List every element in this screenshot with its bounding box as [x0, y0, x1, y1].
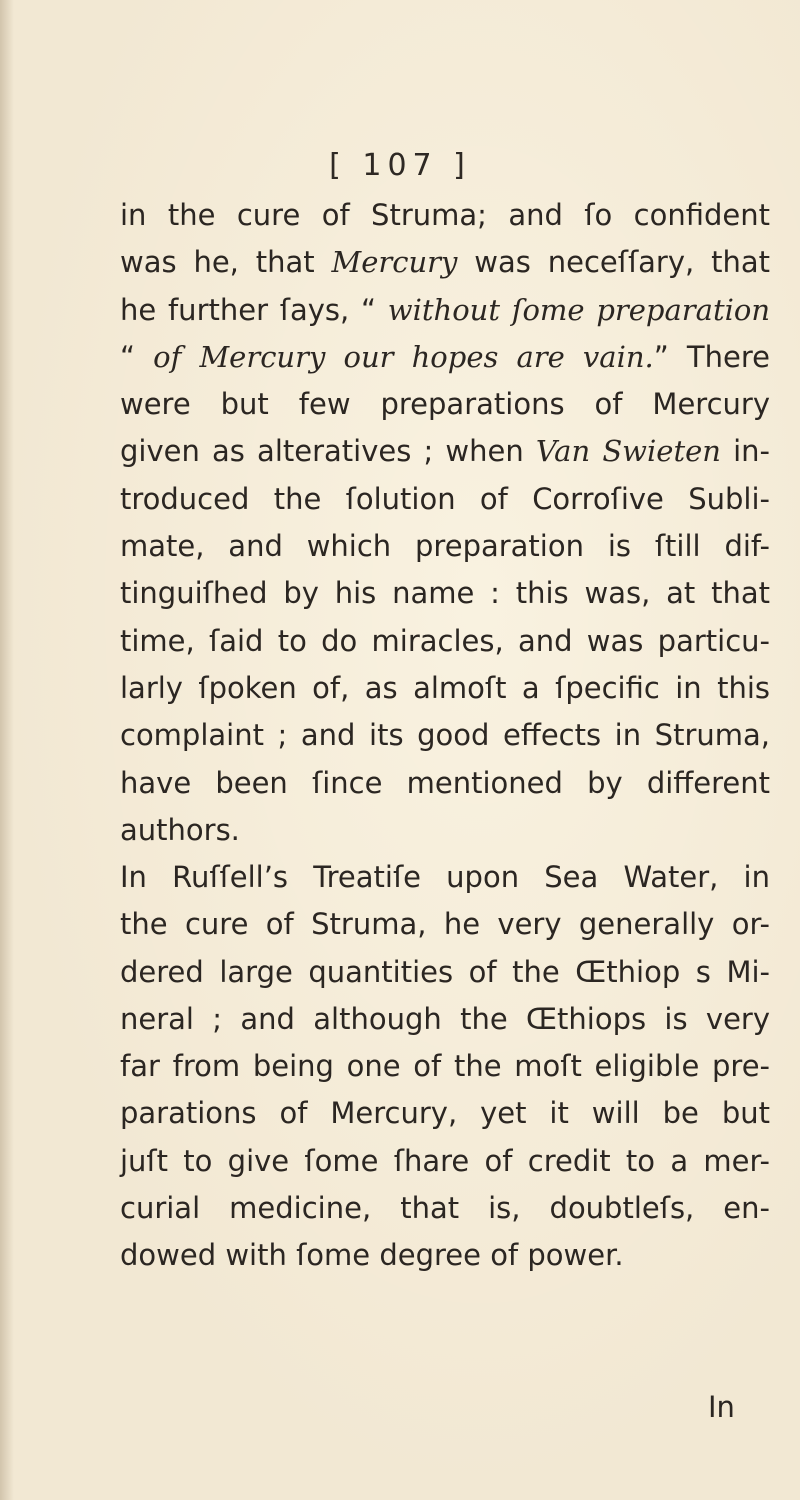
text-line	[120, 1043, 770, 1090]
italic-text: Van Swieten	[535, 434, 721, 469]
text-line	[120, 712, 770, 759]
text-run: mate, and which preparation is ſtill dif-	[120, 529, 770, 564]
text-line	[120, 476, 770, 523]
text-run: parations of Mercury, yet it will be but	[120, 1096, 770, 1131]
text-run: larly ſpoken of, as almoſt a ſpecific in this	[120, 670, 770, 705]
text-run: troduced the ſolution of Corroſive Subli-	[120, 481, 770, 516]
text-run: dered large quantities of the Œthiop s Mi-	[120, 954, 770, 989]
text-run: authors.	[120, 812, 240, 847]
text-line	[120, 760, 770, 807]
text-line	[120, 854, 770, 901]
text-run: were but few preparations of Mercury	[120, 387, 770, 422]
text-run: time, ſaid to do miracles, and was particu-	[120, 623, 770, 658]
text-run: far from being one of the moſt eligible pre-	[120, 1049, 770, 1084]
text-line	[120, 523, 770, 570]
text-line	[120, 1138, 770, 1185]
text-line	[120, 287, 770, 334]
text-run: dowed with ſome degree of power.	[120, 1238, 624, 1273]
page-number-header: [ 107 ]	[329, 148, 471, 183]
text-run: the cure of Struma, he very generally or-	[120, 907, 770, 942]
text-run: he further ſays, “	[120, 292, 388, 327]
text-line	[120, 807, 770, 854]
text-line	[120, 1090, 770, 1137]
text-line	[120, 239, 770, 286]
text-run: complaint ; and its good effects in Struma,	[120, 718, 770, 753]
text-line	[120, 665, 770, 712]
italic-text: without ſome preparation	[387, 292, 771, 327]
text-line	[120, 192, 770, 239]
text-line	[120, 996, 770, 1043]
text-run: given as alteratives ; when	[120, 434, 536, 469]
text-run: ” There	[653, 339, 770, 374]
paragraph-1	[120, 192, 770, 854]
text-run: curial medicine, that is, doubtleſs, en-	[120, 1191, 770, 1226]
text-line	[120, 381, 770, 428]
text-run: was he, that	[120, 245, 332, 280]
text-line	[120, 1232, 770, 1279]
text-run: In Ruſſell’s Treatiſe upon Sea Water, in	[120, 860, 770, 894]
text-line	[120, 618, 770, 665]
text-line	[120, 570, 770, 617]
text-run: have been ſince mentioned by different	[120, 765, 770, 800]
paragraph-2	[120, 854, 770, 1280]
text-run: neral ; and although the Œthiops is very	[120, 1001, 770, 1036]
text-run: was neceſſary, that	[457, 245, 770, 280]
text-line	[120, 949, 770, 996]
text-line	[120, 428, 770, 475]
text-line	[120, 334, 770, 381]
page-gutter-shadow	[0, 0, 14, 1500]
text-line	[120, 901, 770, 948]
text-run: juſt to give ſome ſhare of credit to a mer-	[120, 1143, 770, 1178]
italic-text: Mercury	[331, 245, 458, 280]
text-line	[120, 1185, 770, 1232]
catchword: In	[708, 1390, 735, 1424]
italic-text: of Mercury our hopes are vain.	[153, 339, 654, 374]
text-run: in the cure of Struma; and ſo confident	[120, 198, 770, 232]
text-run: “	[120, 339, 154, 374]
text-run: tinguiſhed by his name : this was, at that	[120, 576, 770, 611]
text-run: in-	[720, 434, 770, 469]
